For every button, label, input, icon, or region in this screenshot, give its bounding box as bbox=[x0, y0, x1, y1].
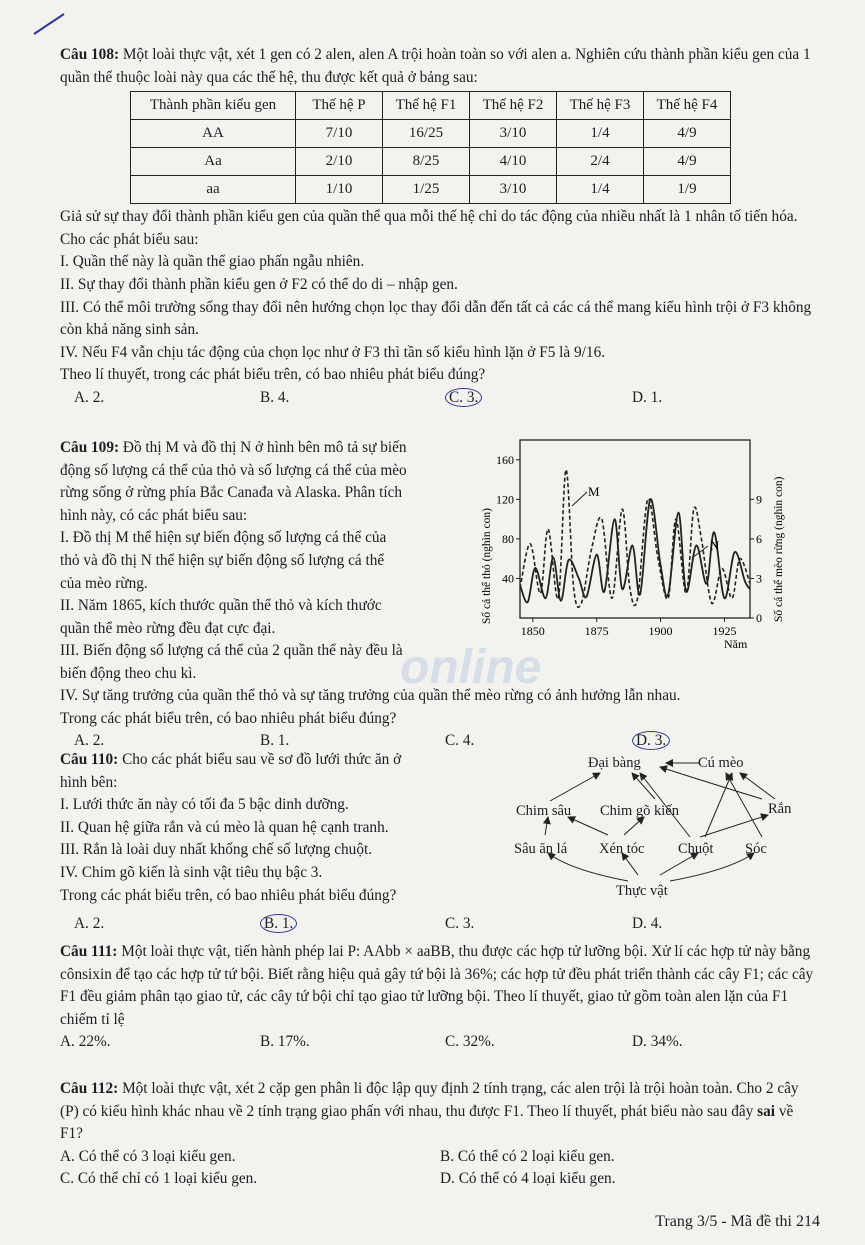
q110-statement-1: I. Lưới thức ăn này có tối đa 5 bậc dinh dưỡng. bbox=[60, 796, 349, 814]
table-cell: 7/10 bbox=[296, 120, 383, 148]
option-c[interactable]: C. Có thể chỉ có 1 loại kiểu gen. bbox=[60, 1169, 258, 1187]
q109-line: quần thể mèo rừng đều đạt cực đại. bbox=[60, 619, 276, 637]
q108-statement-2: II. Sự thay đổi thành phần kiểu gen ở F2 có thể do di – nhập gen. bbox=[60, 275, 458, 293]
y-tick-label-right: 9 bbox=[756, 492, 762, 507]
table-cell: AA bbox=[131, 120, 296, 148]
answer-circle: D. 3. bbox=[632, 731, 670, 750]
option-c[interactable]: C. 4. bbox=[445, 732, 475, 750]
x-tick-label: 1850 bbox=[520, 624, 545, 638]
option-b[interactable]: B. 1. bbox=[260, 732, 290, 750]
table-cell: 1/4 bbox=[557, 120, 644, 148]
question-112 bbox=[60, 1078, 820, 1190]
q109-line: I. Đồ thị M thể hiện sự biến động số lượng cá thể của bbox=[60, 529, 387, 547]
y-tick-label-right: 6 bbox=[756, 531, 762, 546]
option-c[interactable]: C. 32%. bbox=[445, 1033, 495, 1051]
q109-label: Câu 109: bbox=[60, 439, 120, 456]
q109-line: III. Biến động số lượng cá thể của 2 quần thể này đều là bbox=[60, 642, 403, 660]
table-cell: 1/9 bbox=[644, 176, 731, 204]
option-c[interactable]: C. 3. bbox=[445, 915, 475, 932]
q109-ask: Trong các phát biểu trên, có bao nhiêu phát biểu đúng? bbox=[60, 709, 397, 727]
q111-text: Câu 111: Một loài thực vật, tiến hành phép lai P: AAbb × aaBB, thu được các hợp tử lưỡng bội. Xử lí các hợp tử này bằng cônsixin để tạo các hợp tử tứ bội. Biết rằng hiệu quả gây tứ bội là 36%; các hợp tử đều phát triển thành các cây F1; các cây F1 đều giảm phân tạo giao tử, các cây tứ bội chỉ tạo giao tử lưỡng bội. Theo lí thuyết, giao tử gồm toàn alen lặn của F1 chiếm tỉ lệ bbox=[60, 943, 814, 1028]
question-110 bbox=[60, 749, 500, 907]
q112-text: Câu 112: Một loài thực vật, xét 2 cặp gen phân li độc lập quy định 2 tính trạng, các alen trội là trội hoàn toàn. Cho 2 cây (P) có kiểu hình khác nhau về 2 tính trạng giao phấn với nhau, thu được F1. Theo lí thuyết, phát biểu nào sau đây sai về F1? bbox=[60, 1080, 799, 1143]
node-xen-toc: Xén tóc bbox=[599, 841, 645, 857]
page-footer: Trang 3/5 - Mã đề thi 214 bbox=[655, 1213, 820, 1230]
table-cell: 2/4 bbox=[557, 148, 644, 176]
node-chim-go-kien: Chim gõ kiến bbox=[600, 803, 679, 819]
q111-options bbox=[60, 1031, 820, 1053]
q108-label: Câu 108: bbox=[60, 46, 120, 63]
table-row bbox=[131, 120, 731, 148]
option-d[interactable]: D. Có thể có 4 loại kiểu gen. bbox=[440, 1169, 616, 1187]
node-chim-sau: Chim sâu bbox=[516, 803, 572, 819]
q108-intro: Câu 108: Một loài thực vật, xét 1 gen có 2 alen, alen A trội hoàn toàn so với alen a. Nghiên cứu thành phần kiểu gen của 1 quần thể thuộc loài này qua các thế hệ, thu được kết quả ở bảng sau: bbox=[60, 46, 811, 86]
q110-label: Câu 110: bbox=[60, 751, 119, 768]
table-cell: 1/10 bbox=[296, 176, 383, 204]
table-cell: 3/10 bbox=[470, 176, 557, 204]
answer-circle: B. 1. bbox=[260, 914, 297, 933]
q110-line: hình bên: bbox=[60, 773, 118, 791]
table-row bbox=[131, 176, 731, 204]
q108-options bbox=[60, 387, 820, 409]
x-tick-label: 1925 bbox=[712, 624, 737, 638]
table-header: Thế hệ P bbox=[296, 92, 383, 120]
question-108 bbox=[60, 44, 820, 409]
q109-line: II. Năm 1865, kích thước quần thể thỏ và kích thước bbox=[60, 597, 382, 615]
table-cell: 8/25 bbox=[383, 148, 470, 176]
y-axis-left-label: Số cá thể thỏ (nghìn con) bbox=[481, 508, 493, 624]
table-cell: 1/25 bbox=[383, 176, 470, 204]
table-cell: Aa bbox=[131, 148, 296, 176]
q110-ask: Trong các phát biểu trên, có bao nhiêu phát biểu đúng? bbox=[60, 886, 397, 904]
food-web-arrows bbox=[545, 763, 775, 881]
option-d[interactable]: D. 34%. bbox=[632, 1033, 683, 1051]
series-n-label: N bbox=[710, 538, 720, 553]
q110-statement-4: IV. Chim gõ kiến là sinh vật tiêu thụ bậc 3. bbox=[60, 863, 323, 881]
table-cell: 4/9 bbox=[644, 148, 731, 176]
y-tick-label-left: 120 bbox=[496, 492, 514, 507]
option-b[interactable]: B. 4. bbox=[260, 388, 290, 406]
pen-mark bbox=[30, 8, 70, 38]
q109-line: hình này, có các phát biểu sau: bbox=[60, 506, 248, 524]
y-tick-label-left: 80 bbox=[502, 531, 514, 546]
option-b[interactable] bbox=[260, 913, 297, 936]
x-axis-label: Năm bbox=[724, 637, 748, 651]
option-a[interactable]: A. 2. bbox=[74, 732, 105, 750]
table-cell: 2/10 bbox=[296, 148, 383, 176]
q109-line: rừng sống ở rừng phía Bắc Canađa và Alaska. Phân tích bbox=[60, 484, 403, 502]
option-a[interactable]: A. Có thể có 3 loại kiểu gen. bbox=[60, 1147, 236, 1165]
q108-statement-1: I. Quần thể này là quần thể giao phấn ngẫu nhiên. bbox=[60, 253, 365, 271]
table-header: Thành phần kiểu gen bbox=[131, 92, 296, 120]
node-cu-meo: Cú mèo bbox=[698, 755, 744, 771]
table-header: Thế hệ F2 bbox=[470, 92, 557, 120]
food-web-diagram bbox=[500, 745, 820, 905]
table-cell: 3/10 bbox=[470, 120, 557, 148]
q109-line: Câu 109: Đồ thị M và đồ thị N ở hình bên mô tả sự biến bbox=[60, 439, 407, 456]
x-tick-label: 1900 bbox=[648, 624, 673, 638]
table-cell: 4/10 bbox=[470, 148, 557, 176]
option-a[interactable]: A. 22%. bbox=[60, 1033, 111, 1051]
q109-line: biến động theo chu kì. bbox=[60, 664, 197, 682]
option-d[interactable]: D. 1. bbox=[632, 388, 663, 406]
table-header-row bbox=[131, 92, 731, 120]
q110-statement-3: III. Rắn là loài duy nhất khống chế số lượng chuột. bbox=[60, 841, 373, 859]
q112-emphasis: sai bbox=[757, 1102, 775, 1120]
option-d[interactable]: D. 4. bbox=[632, 915, 663, 932]
q108-statement-3: III. Có thể môi trường sống thay đổi nên hướng chọn lọc thay đổi dẫn đến tất cả các cá thể mang kiểu hình trội ở F3 không còn khả năng sinh sản. bbox=[60, 298, 812, 339]
node-ran: Rắn bbox=[768, 801, 792, 817]
table-row bbox=[131, 148, 731, 176]
q109-line: thỏ và đồ thị N thể hiện sự biến động số lượng cá thể bbox=[60, 551, 385, 569]
watermark: online bbox=[400, 641, 542, 694]
q112-label: Câu 112: bbox=[60, 1080, 119, 1097]
answer-circle: C. 3. bbox=[445, 388, 482, 407]
table-cell: aa bbox=[131, 176, 296, 204]
node-chuot: Chuột bbox=[678, 841, 714, 857]
q111-label: Câu 111: bbox=[60, 943, 118, 960]
node-thuc-vat: Thực vật bbox=[616, 883, 668, 899]
node-dai-bang: Đại bàng bbox=[588, 755, 641, 771]
x-tick-label: 1875 bbox=[584, 624, 609, 638]
y-tick-label-right: 3 bbox=[756, 571, 762, 586]
option-c[interactable] bbox=[445, 387, 482, 410]
series-m-leader bbox=[572, 492, 587, 506]
q110-options bbox=[60, 913, 820, 935]
option-a[interactable]: A. 2. bbox=[74, 915, 105, 932]
y-axis-right-label: Số cá thể mèo rừng (nghìn con) bbox=[773, 476, 785, 622]
q112-options-row-1 bbox=[60, 1146, 820, 1168]
table-header: Thế hệ F3 bbox=[557, 92, 644, 120]
node-soc: Sóc bbox=[745, 841, 767, 857]
question-110-options bbox=[60, 913, 820, 935]
option-b[interactable]: B. Có thể có 2 loại kiểu gen. bbox=[440, 1147, 615, 1165]
option-a[interactable]: A. 2. bbox=[74, 388, 105, 406]
y-tick-label-right: 0 bbox=[756, 611, 762, 625]
q108-ask: Theo lí thuyết, trong các phát biểu trên, có bao nhiêu phát biểu đúng? bbox=[60, 366, 486, 384]
population-chart bbox=[470, 436, 790, 656]
y-tick-label-left: 160 bbox=[496, 452, 514, 467]
q110-statement-2: II. Quan hệ giữa rắn và cú mèo là quan hệ cạnh tranh. bbox=[60, 818, 389, 836]
q112-options-row-2 bbox=[60, 1168, 820, 1190]
q109-statement-4: IV. Sự tăng trưởng của quần thể thỏ và sự tăng trưởng của quần thể mèo rừng có ảnh hưởng lẫn nhau. bbox=[60, 687, 681, 704]
q108-para: Giả sử sự thay đổi thành phần kiểu gen của quần thể qua mỗi thế hệ chỉ do tác động của nhiều nhất là 1 nhân tố tiến hóa. Cho các phát biểu sau: bbox=[60, 208, 798, 248]
q109-line: của mèo rừng. bbox=[60, 574, 148, 592]
q108-statement-4: IV. Nếu F4 vẫn chịu tác động của chọn lọc như ở F3 thì tần số kiểu hình lặn ở F5 là 9/16. bbox=[60, 343, 606, 361]
question-111 bbox=[60, 941, 820, 1053]
node-sau-an-la: Sâu ăn lá bbox=[514, 841, 568, 857]
table-header: Thế hệ F4 bbox=[644, 92, 731, 120]
series-m-label: M bbox=[588, 484, 600, 499]
question-109-tail bbox=[60, 685, 820, 752]
table-cell: 1/4 bbox=[557, 176, 644, 204]
table-cell: 16/25 bbox=[383, 120, 470, 148]
table-cell: 4/9 bbox=[644, 120, 731, 148]
option-b[interactable]: B. 17%. bbox=[260, 1033, 310, 1051]
table-header: Thế hệ F1 bbox=[383, 92, 470, 120]
y-tick-label-left: 40 bbox=[502, 571, 514, 586]
genotype-table bbox=[130, 91, 731, 204]
q110-line: Câu 110: Cho các phát biểu sau về sơ đồ lưới thức ăn ở bbox=[60, 751, 402, 768]
q109-line: động số lượng cá thể của thỏ và số lượng cá thể của mèo bbox=[60, 461, 407, 479]
